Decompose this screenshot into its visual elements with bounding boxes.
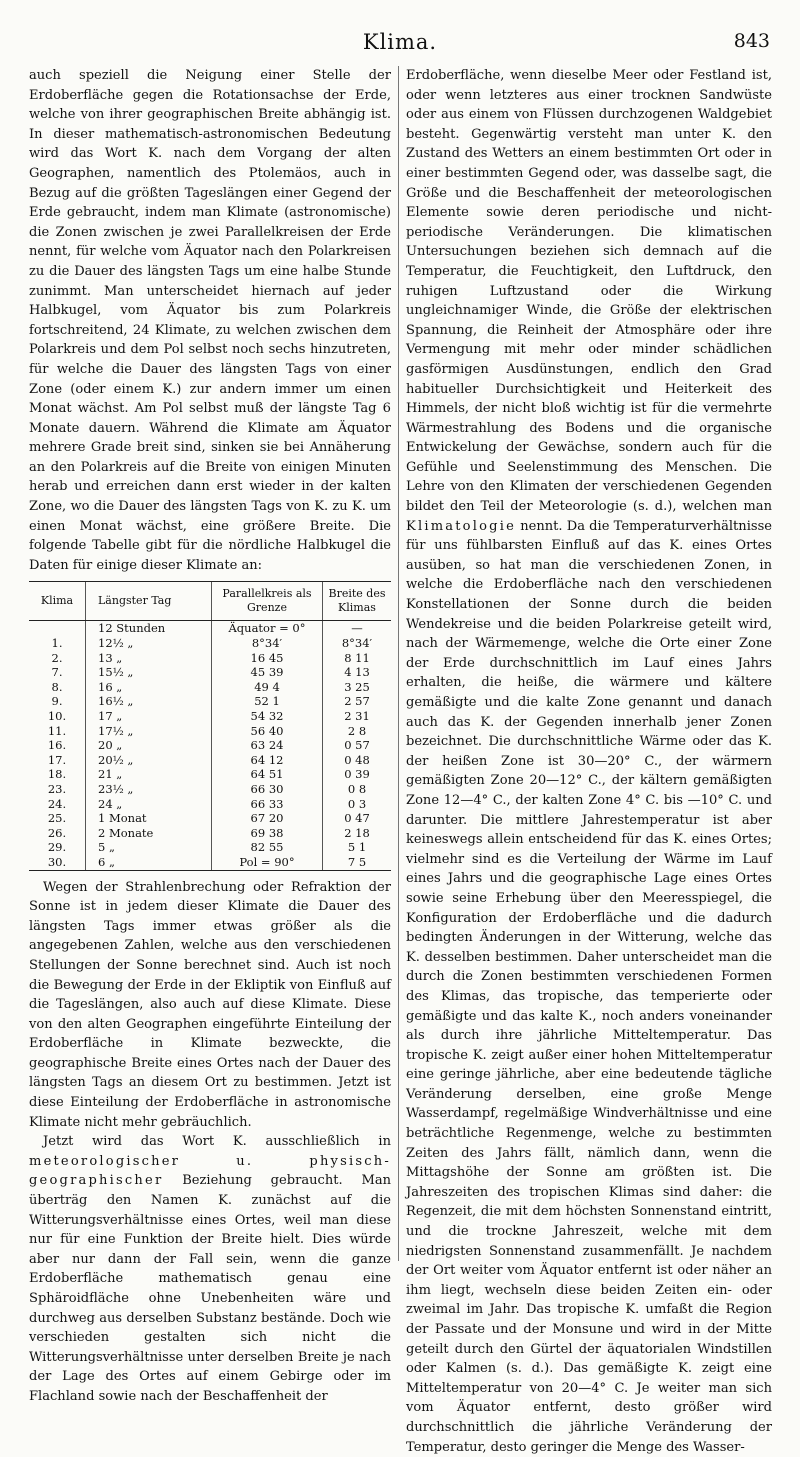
cell-longest-day: 24 „ — [86, 797, 212, 812]
cell-klima: 30. — [29, 855, 86, 870]
cell-klima: 29. — [47, 840, 67, 855]
cell-width: 0 48 — [323, 753, 392, 768]
cell-parallel: 52 1 — [212, 694, 323, 709]
cell-parallel: 49 4 — [212, 680, 323, 695]
table-row — [29, 651, 391, 666]
running-title: Klima. — [362, 30, 438, 54]
left-column — [29, 66, 391, 1407]
cell-longest-day: 23½ „ — [86, 782, 212, 797]
cell-klima: 1. — [51, 636, 63, 651]
spaced-term: meteorologischer u. physisch-geographischer — [29, 1153, 391, 1189]
cell-klima: 26. — [47, 825, 67, 840]
cell-klima: 11. — [47, 723, 67, 738]
cell-width: 8°34′ — [323, 636, 392, 651]
cell-width: 2 31 — [323, 709, 392, 724]
paragraph-text: Erdoberfläche, wenn dieselbe Meer oder Festland ist, oder wenn letzteres aus einer trocknen Sandwüste oder aus einem von Flüssen durchzogenen Waldgebiet besteht. Gegenwärtig versteht man unter K. den Zustand des Wetters an einem bestimmten Ort oder in einer bestimmten Gegend oder, was dasselbe sagt, die Größe und die Beschaffenheit der meteorologischen Elemente sowie deren periodische und nicht-periodische Veränderungen. Die klimatischen Untersuchungen beziehen sich demnach auf die Temperatur, die Feuchtigkeit, den Luftdruck, den ruhigen Luftzustand oder die Wirkung ungleichnamiger Winde, die Größe der elektrischen Spannung, die Reinheit der Atmosphäre oder ihre Vermengung mit mehr oder minder schädlichen gasförmigen Ausdünstungen, endlich den Grad habitueller Durchsichtigkeit und Heiterkeit des Himmels, der nicht bloß wichtig ist für die vermehrte Wärmestrahlung des Bodens und die organische Entwickelung der Gewächse, sondern auch für die Gefühle und Seelenstimmung des Menschen. Die Lehre von den Klimaten der verschiedenen Gegenden bildet den Teil der Meteorologie (s. d.), welchen man — [406, 68, 772, 515]
cell-width: 2 8 — [323, 724, 392, 739]
column-divider — [398, 66, 399, 1261]
cell-width: 7 5 — [323, 855, 392, 870]
table-row — [29, 753, 391, 768]
cell-width: 8 11 — [323, 651, 392, 666]
cell-width: 2 57 — [323, 694, 392, 709]
cell-longest-day: 21 „ — [86, 767, 212, 782]
cell-longest-day: 20½ „ — [86, 753, 212, 768]
table-row — [29, 665, 391, 680]
paragraph-climatology — [406, 66, 772, 1457]
cell-parallel: 66 30 — [212, 782, 323, 797]
page-header — [30, 30, 770, 58]
cell-width: 0 39 — [323, 767, 392, 782]
table-row — [29, 811, 391, 826]
cell-parallel: 8°34′ — [212, 636, 323, 651]
cell-longest-day: 12½ „ — [86, 636, 212, 651]
cell-klima: 25. — [47, 811, 67, 826]
cell-klima: 18. — [47, 767, 67, 782]
table-row — [29, 840, 391, 855]
right-column — [406, 66, 772, 1457]
table-row — [29, 724, 391, 739]
cell-longest-day: 6 „ — [86, 855, 212, 870]
cell-width: 2 18 — [323, 826, 392, 841]
paragraph-refraction: Wegen der Strahlenbrechung oder Refraktion der Sonne ist in jedem dieser Klimate die Dauer des längsten Tags immer etwas größer als die angegebenen Zahlen, welche aus den verschiedenen Stellungen der Sonne berechnet sind. Auch ist noch die Bewegung der Erde in der Ekliptik von Einfluß auf die Tageslängen, also auch auf diese Klimate. Diese von den alten Geographen eingeführte Einteilung der Erdoberfläche in Klimate bezweckte, die geographische Breite eines Ortes nach der Dauer des längsten Tags an diesem Ort zu bestimmen. Jetzt ist diese Einteilung der Erdoberfläche in astronomische Klimate nicht mehr gebräuchlich. — [29, 879, 391, 1130]
page-number: 843 — [733, 30, 770, 52]
table-row — [29, 738, 391, 753]
cell-longest-day: 12 Stunden — [86, 621, 212, 636]
table-row — [29, 855, 391, 870]
cell-klima — [29, 621, 86, 636]
table-row — [29, 797, 391, 812]
cell-klima: 16. — [47, 738, 67, 753]
cell-parallel: 82 55 — [212, 840, 323, 855]
cell-longest-day: 17½ „ — [86, 724, 212, 739]
spaced-term: Klimatologie — [406, 518, 517, 534]
paragraph-text: Jetzt wird das Wort K. ausschließlich in — [43, 1134, 391, 1150]
cell-parallel: 69 38 — [212, 826, 323, 841]
cell-parallel: 64 51 — [212, 767, 323, 782]
cell-klima: 23. — [47, 781, 67, 796]
cell-width: 5 1 — [323, 840, 392, 855]
cell-parallel: 63 24 — [212, 738, 323, 753]
cell-klima: 24. — [47, 796, 67, 811]
table-body — [29, 621, 391, 870]
cell-parallel: 56 40 — [212, 724, 323, 739]
cell-width: 0 3 — [323, 797, 392, 812]
column-header-parallel: Parallelkreis als Grenze — [212, 582, 323, 621]
table-row — [29, 680, 391, 695]
cell-longest-day: 1 Monat — [86, 811, 212, 826]
table-row — [29, 782, 391, 797]
cell-parallel: Pol = 90° — [212, 855, 323, 870]
cell-parallel: 66 33 — [212, 797, 323, 812]
column-header-klima: Klima — [29, 582, 86, 621]
cell-width: 0 47 — [323, 811, 392, 826]
cell-parallel: 67 20 — [212, 811, 323, 826]
paragraph-meteorological-meaning — [29, 1132, 391, 1406]
climate-table — [29, 581, 391, 870]
cell-longest-day: 17 „ — [86, 709, 212, 724]
cell-parallel: 64 12 — [212, 753, 323, 768]
cell-parallel: 45 39 — [212, 665, 323, 680]
cell-parallel: 54 32 — [212, 709, 323, 724]
table-row — [29, 709, 391, 724]
table-row — [29, 767, 391, 782]
cell-longest-day: 16 „ — [86, 680, 212, 695]
column-header-longest-day: Längster Tag — [86, 582, 212, 621]
paragraph-text: Beziehung gebraucht. Man überträg den Namen K. zunächst auf die Witterungsverhältnisse eines Ortes, weil man diese nur für eine Funktion der Breite hielt. Dies würde aber nur dann der Fall sein, wenn die ganze Erdoberfläche mathematisch genau eine Sphäroidfläche ohne Unebenheiten wäre und durchweg aus derselben Substanz bestände. Doch wie verschieden gestalten sich nicht die Witterungsverhältnisse unter derselben Breite je nach der Lage des Ortes auf einem Gebirge oder im Flachland sowie nach der Beschaffenheit der — [29, 1173, 391, 1404]
cell-longest-day: 13 „ — [86, 651, 212, 666]
cell-width: 0 57 — [323, 738, 392, 753]
cell-longest-day: 20 „ — [86, 738, 212, 753]
paragraph-text: nennt. Da die Temperaturverhältnisse für uns fühlbarsten Einfluß auf das K. eines Ortes ausüben, so hat man die verschiedenen Zonen, in welche die Erdoberfläche nach den verschiedenen Konstellationen der Sonne durch die beiden Wendekreise und die beiden Polarkreise geteilt wird, nach der Wärmemenge, welche die Orte einer Zone der Erde durchschnittlich im Lauf eines Jahrs erhalten, die heiße, die wärmere und kältere gemäßigte und die kalte Zone genannt und danach auch das K. der Gegenden innerhalb jener Zonen bezeichnet. Die durchschnittliche Wärme oder das K. der heißen Zone ist 30—20° C., der wärmern gemäßigten Zone 20—12° C., der kältern gemäßigten Zone 12—4° C., der kalten Zone 4° C. bis —10° C. und darunter. Die mittlere Jahrestemperatur ist aber keineswegs allein entscheidend für das K. eines Ortes; vielmehr sind es die Verteilung der Wärme im Lauf eines Jahrs und die geographische Lage eines Ortes sowie seine Erhebung über den Meeresspiegel, die Konfiguration der Erdoberfläche und die dadurch bedingten Änderungen in der Witterung, welche das K. desselben bestimmen. Daher unterscheidet man die durch die Zonen bestimmten verschiedenen Formen des Klimas, das tropische, das temperierte oder gemäßigte und das kalte K., noch anders voneinander als durch ihre jährliche Mitteltemperatur. Das tropische K. zeigt außer einer hohen Mitteltemperatur eine geringe jährliche, aber eine bedeutende tägliche Veränderung derselben, eine große Menge Wasserdampf, regelmäßige Windverhältnisse und eine beträchtliche Regenmenge, welche zu bestimmten Zeiten des Jahrs fällt, nämlich dann, wenn die Mittagshöhe der Sonne am größten ist. Die Jahreszeiten des tropischen Klimas sind daher: die Regenzeit, die mit dem höchsten Sonnenstand eintritt, und die trockne Jahreszeit, welche mit dem niedrigsten Sonnenstand zusammenfällt. Je nachdem der Ort weiter vom Äquator entfernt ist oder näher an ihm liegt, wechseln diese beiden Zeiten ein- oder zweimal im Jahr. Das tropische K. umfaßt die Region der Passate und der Monsune und wird in der Mitte geteilt durch den Gürtel der äquatorialen Windstillen oder Kalmen (s. d.). Das gemäßigte K. zeigt eine Mitteltemperatur von 20—4° C. Je weiter man sich vom Äquator entfernt, desto größer wird durchschnittlich die jährliche Veränderung der Temperatur, desto geringer die Menge des Wasser- — [406, 518, 772, 1455]
cell-width: 4 13 — [323, 665, 392, 680]
column-header-width: Breite des Klimas — [323, 582, 392, 621]
table-row — [29, 621, 391, 636]
cell-width: — — [323, 621, 392, 636]
cell-longest-day: 2 Monate — [86, 826, 212, 841]
cell-width: 3 25 — [323, 680, 392, 695]
cell-longest-day: 16½ „ — [86, 694, 212, 709]
cell-klima: 2. — [51, 650, 63, 665]
cell-width: 0 8 — [323, 782, 392, 797]
table-row — [29, 636, 391, 651]
cell-klima: 7. — [51, 665, 63, 680]
cell-longest-day: 5 „ — [86, 840, 212, 855]
cell-parallel: 16 45 — [212, 651, 323, 666]
table-row — [29, 826, 391, 841]
table-row — [29, 694, 391, 709]
cell-klima: 10. — [47, 709, 67, 723]
cell-klima: 8. — [51, 679, 63, 694]
paragraph-astronomical-climates: auch speziell die Neigung einer Stelle der Erdoberfläche gegen die Rotationsachse der Erde, welche von ihrer geographischen Breite abhängig ist. In dieser mathematisch-astronomischen Bedeutung wird das Wort K. nach dem Vorgang der alten Geographen, namentlich des Ptolemäos, auch in Bezug auf die größten Tageslängen einer Gegend der Erde gebraucht, indem man Klimate (astronomische) die Zonen zwischen je zwei Parallelkreisen der Erde nennt, für welche vom Äquator nach den Polarkreisen zu die Dauer des längsten Tags um eine halbe Stunde zunimmt. Man unterscheidet hiernach auf jeder Halbkugel, vom Äquator bis zum Polarkreis fortschreitend, 24 Klimate, zu welchen zwischen dem Polarkreis und dem Pol selbst noch sechs hinzutreten, für welche die Dauer des längsten Tags von einer Zone (oder einem K.) zur andern immer um einen Monat wächst. Am Pol selbst muß der längste Tag 6 Monate dauern. Während die Klimate am Äquator mehrere Grade breit sind, sinken sie bei Annäherung an den Polarkreis auf die Breite von einigen Minuten herab und erreichen dann erst wieder in der kalten Zone, wo die Dauer des längsten Tags von K. zu K. um einen Monat wächst, eine größere Breite. Die folgende Tabelle gibt für die nördliche Halbkugel die Daten für einige dieser Klimate an: — [29, 68, 391, 573]
cell-longest-day: 15½ „ — [86, 665, 212, 680]
cell-parallel: Äquator = 0° — [212, 621, 323, 636]
cell-klima: 17. — [47, 752, 67, 767]
table-header-row — [29, 582, 391, 621]
cell-klima: 9. — [51, 694, 63, 709]
